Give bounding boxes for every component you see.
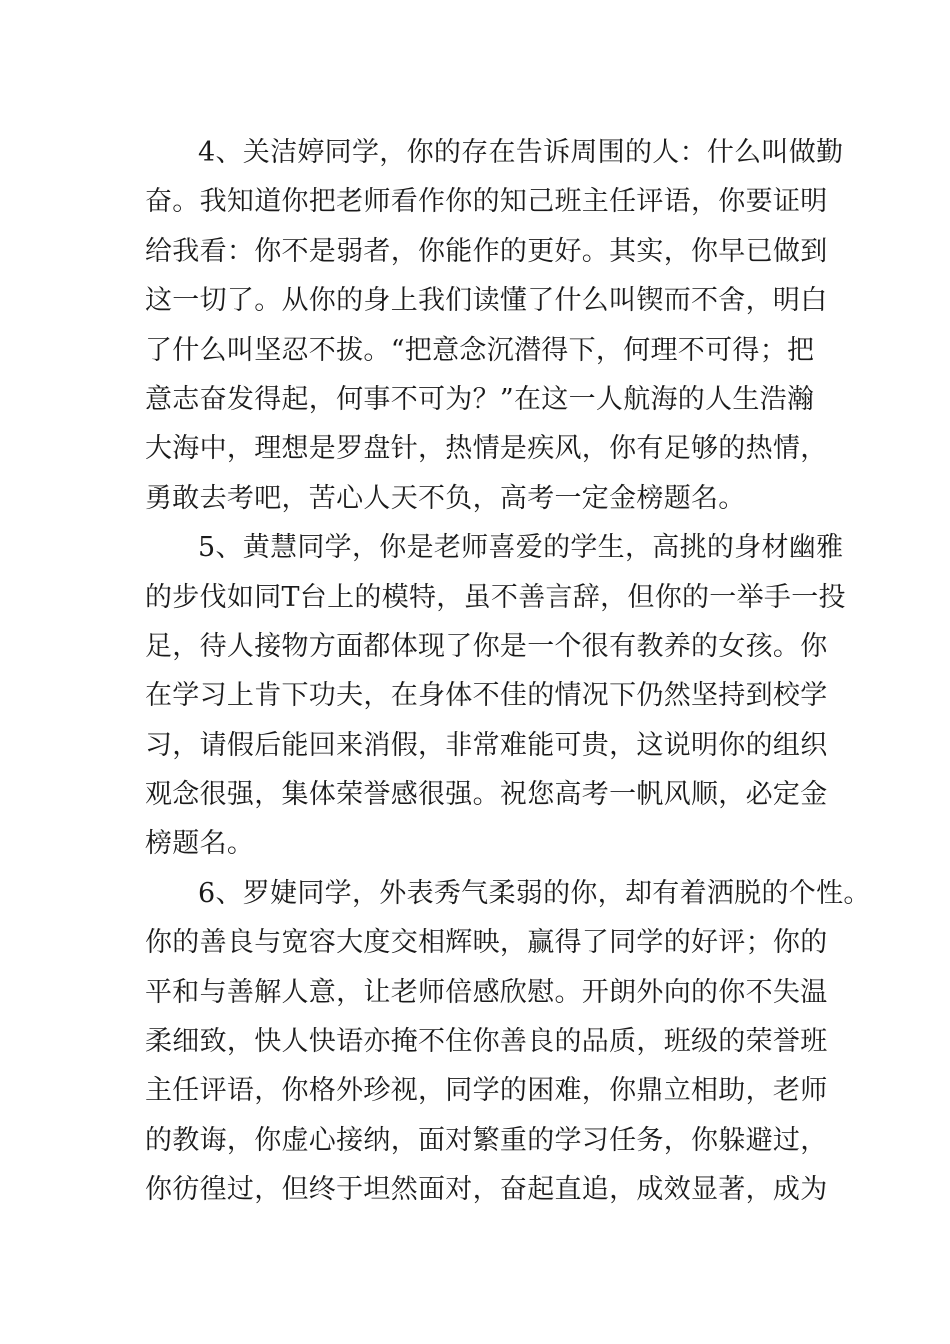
text-line: 的步伐如同T台上的模特，虽不善言辞，但你的一举手一投: [145, 581, 846, 613]
text-line: 足，待人接物方面都体现了你是一个很有教养的女孩。你: [145, 630, 828, 662]
text-line: 4、关洁婷同学，你的存在告诉周围的人：什么叫做勤: [198, 137, 844, 168]
paragraph-5: [145, 523, 846, 869]
document-body: [145, 128, 871, 1215]
text-line: 大海中，理想是罗盘针，热情是疾风，你有足够的热情，: [145, 433, 828, 465]
paragraph-4: [145, 128, 844, 523]
text-line: 你彷徨过，但终于坦然面对，奋起直追，成效显著，成为: [145, 1174, 828, 1206]
text-line: 习，请假后能回来消假，非常难能可贵，这说明你的组织: [145, 729, 828, 761]
text-line: 主任评语，你格外珍视，同学的困难，你鼎立相助，老师: [145, 1075, 828, 1107]
text-line: 勇敢去考吧，苦心人天不负，高考一定金榜题名。: [145, 482, 746, 514]
text-line: 奋。我知道你把老师看作你的知己班主任评语，你要证明: [145, 186, 828, 218]
text-line: 榜题名。: [145, 828, 255, 860]
text-line: 在学习上肯下功夫，在身体不佳的情况下仍然坚持到校学: [145, 680, 828, 712]
text-line: 这一切了。从你的身上我们读懂了什么叫锲而不舍，明白: [145, 285, 828, 317]
text-line: 的教诲，你虚心接纳，面对繁重的学习任务，你躲避过，: [145, 1124, 828, 1156]
paragraph-6: [145, 869, 871, 1215]
text-line: 意志奋发得起，何事不可为？”在这一人航海的人生浩瀚: [145, 383, 815, 415]
text-line: 5、黄慧同学，你是老师喜爱的学生，高挑的身材幽雅: [198, 532, 844, 564]
text-line: 你的善良与宽容大度交相辉映，赢得了同学的好评；你的: [145, 927, 828, 959]
text-line: 平和与善解人意，让老师倍感欣慰。开朗外向的你不失温: [145, 976, 828, 1008]
text-line: 6、罗婕同学，外表秀气柔弱的你，却有着洒脱的个性。: [198, 877, 871, 909]
text-line: 给我看：你不是弱者，你能作的更好。其实，你早已做到: [145, 235, 828, 267]
text-line: 观念很强，集体荣誉感很强。祝您高考一帆风顺，必定金: [145, 779, 828, 811]
text-line: 了什么叫坚忍不拔。“把意念沉潜得下，何理不可得；把: [145, 334, 815, 366]
text-line: 柔细致，快人快语亦掩不住你善良的品质，班级的荣誉班: [145, 1026, 828, 1058]
